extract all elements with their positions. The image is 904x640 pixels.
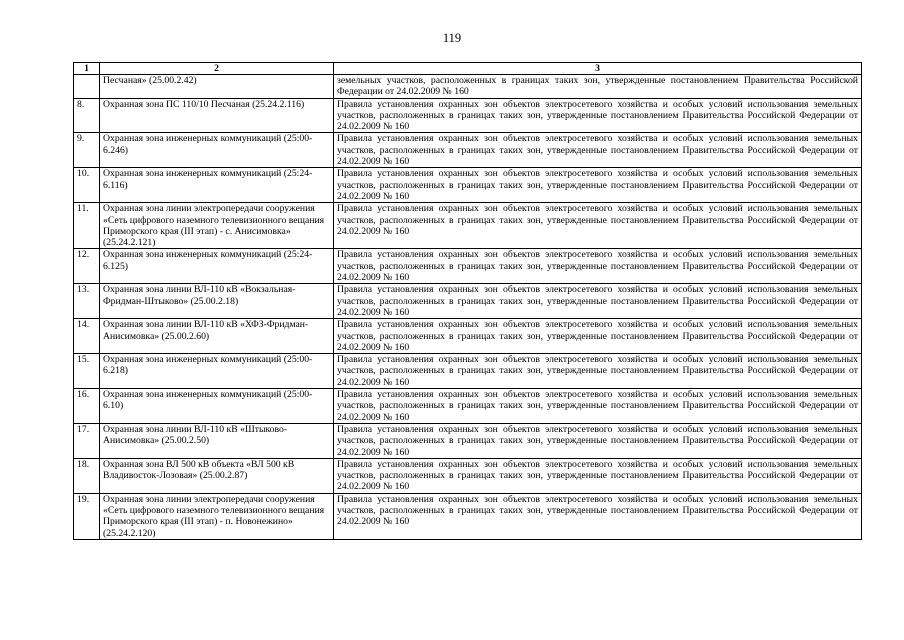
zone-name: Охранная зона инженерных коммуникаций (25:00-6.246) [100, 133, 334, 168]
zone-name: Охранная зона линии электропередачи сооружения «Сеть цифрового наземного телевизионного вещания Приморского края (III этап) - п. Новонежино» (25.24.2.120) [100, 493, 334, 539]
table-row [74, 249, 862, 284]
zone-regulation: Правила установления охранных зон объектов электросетевого хозяйства и особых условий использования земельных участков, расположенных в границах таких зон, утвержденные постановлением Правительства Российской Федерации от 24.02.2009 № 160 [334, 168, 862, 203]
table-row [74, 284, 862, 319]
table-body [74, 63, 862, 540]
zone-name: Охранная зона инженерных коммуникаций (25:00-6.218) [100, 354, 334, 389]
table-row [74, 133, 862, 168]
row-number: 19. [74, 493, 100, 539]
table-row [74, 354, 862, 389]
zone-name: Песчаная» (25.00.2.42) [100, 75, 334, 99]
table-row-continuation [74, 75, 862, 99]
zone-regulation: Правила установления охранных зон объектов электросетевого хозяйства и особых условий использования земельных участков, расположенных в границах таких зон, утвержденные постановлением Правительства Российской Федерации от 24.02.2009 № 160 [334, 354, 862, 389]
zone-regulation: земельных участков, расположенных в границах таких зон, утвержденные постановлением Правительства Российской Федерации от 24.02.2009 № 160 [334, 75, 862, 99]
table-row [74, 423, 862, 458]
table-row [74, 458, 862, 493]
zone-name: Охранная зона линии ВЛ-110 кВ «ХФЗ-Фридман-Анисимовка» (25.00.2.60) [100, 319, 334, 354]
column-header-2: 2 [100, 63, 334, 75]
zone-regulation: Правила установления охранных зон объектов электросетевого хозяйства и особых условий использования земельных участков, расположенных в границах таких зон, утвержденные постановлением Правительства Российской Федерации от 24.02.2009 № 160 [334, 493, 862, 539]
column-header-3: 3 [334, 63, 862, 75]
zone-regulation: Правила установления охранных зон объектов электросетевого хозяйства и особых условий использования земельных участков, расположенных в границах таких зон, утвержденные постановлением Правительства Российской Федерации от 24.02.2009 № 160 [334, 319, 862, 354]
zone-name: Охранная зона инженерных коммуникаций (25:24-6.116) [100, 168, 334, 203]
row-number: 10. [74, 168, 100, 203]
table-row [74, 98, 862, 133]
row-number: 8. [74, 98, 100, 133]
row-number [74, 75, 100, 99]
zone-regulation: Правила установления охранных зон объектов электросетевого хозяйства и особых условий использования земельных участков, расположенных в границах таких зон, утвержденные постановлением Правительства Российской Федерации от 24.02.2009 № 160 [334, 389, 862, 424]
table-row [74, 493, 862, 539]
table-row [74, 168, 862, 203]
page-number: 119 [442, 31, 462, 45]
zone-regulation: Правила установления охранных зон объектов электросетевого хозяйства и особых условий использования земельных участков, расположенных в границах таких зон, утвержденные постановлением Правительства Российской Федерации от 24.02.2009 № 160 [334, 203, 862, 249]
row-number: 17. [74, 423, 100, 458]
row-number: 9. [74, 133, 100, 168]
zone-name: Охранная зона инженерных коммуникаций (25:24-6.125) [100, 249, 334, 284]
zone-name: Охранная зона линии ВЛ-110 кВ «Вокзальная-Фридман-Штыково» (25.00.2.18) [100, 284, 334, 319]
zone-name: Охранная зона линии электропередачи сооружения «Сеть цифрового наземного телевизионного вещания Приморского края (III этап) - с. Анисимовка» (25.24.2.121) [100, 203, 334, 249]
zone-name: Охранная зона ВЛ 500 кВ объекта «ВЛ 500 кВ Владивосток-Лозовая» (25.00.2.87) [100, 458, 334, 493]
zones-table [73, 62, 862, 540]
zone-name: Охранная зона инженерных коммуникаций (25:00-6.10) [100, 389, 334, 424]
row-number: 12. [74, 249, 100, 284]
zone-regulation: Правила установления охранных зон объектов электросетевого хозяйства и особых условий использования земельных участков, расположенных в границах таких зон, утвержденные постановлением Правительства Российской Федерации от 24.02.2009 № 160 [334, 423, 862, 458]
row-number: 11. [74, 203, 100, 249]
row-number: 15. [74, 354, 100, 389]
zone-regulation: Правила установления охранных зон объектов электросетевого хозяйства и особых условий использования земельных участков, расположенных в границах таких зон, утвержденные постановлением Правительства Российской Федерации от 24.02.2009 № 160 [334, 133, 862, 168]
table-header-row [74, 63, 862, 75]
zone-regulation: Правила установления охранных зон объектов электросетевого хозяйства и особых условий использования земельных участков, расположенных в границах таких зон, утвержденные постановлением Правительства Российской Федерации от 24.02.2009 № 160 [334, 249, 862, 284]
zone-regulation: Правила установления охранных зон объектов электросетевого хозяйства и особых условий использования земельных участков, расположенных в границах таких зон, утвержденные постановлением Правительства Российской Федерации от 24.02.2009 № 160 [334, 98, 862, 133]
column-header-1: 1 [74, 63, 100, 75]
row-number: 14. [74, 319, 100, 354]
table-row [74, 319, 862, 354]
zone-regulation: Правила установления охранных зон объектов электросетевого хозяйства и особых условий использования земельных участков, расположенных в границах таких зон, утвержденные постановлением Правительства Российской Федерации от 24.02.2009 № 160 [334, 458, 862, 493]
table-row [74, 389, 862, 424]
table-row [74, 203, 862, 249]
row-number: 18. [74, 458, 100, 493]
zone-name: Охранная зона линии ВЛ-110 кВ «Штыково-Анисимовка» (25.00.2.50) [100, 423, 334, 458]
row-number: 13. [74, 284, 100, 319]
zone-regulation: Правила установления охранных зон объектов электросетевого хозяйства и особых условий использования земельных участков, расположенных в границах таких зон, утвержденные постановлением Правительства Российской Федерации от 24.02.2009 № 160 [334, 284, 862, 319]
zone-name: Охранная зона ПС 110/10 Песчаная (25.24.2.116) [100, 98, 334, 133]
row-number: 16. [74, 389, 100, 424]
